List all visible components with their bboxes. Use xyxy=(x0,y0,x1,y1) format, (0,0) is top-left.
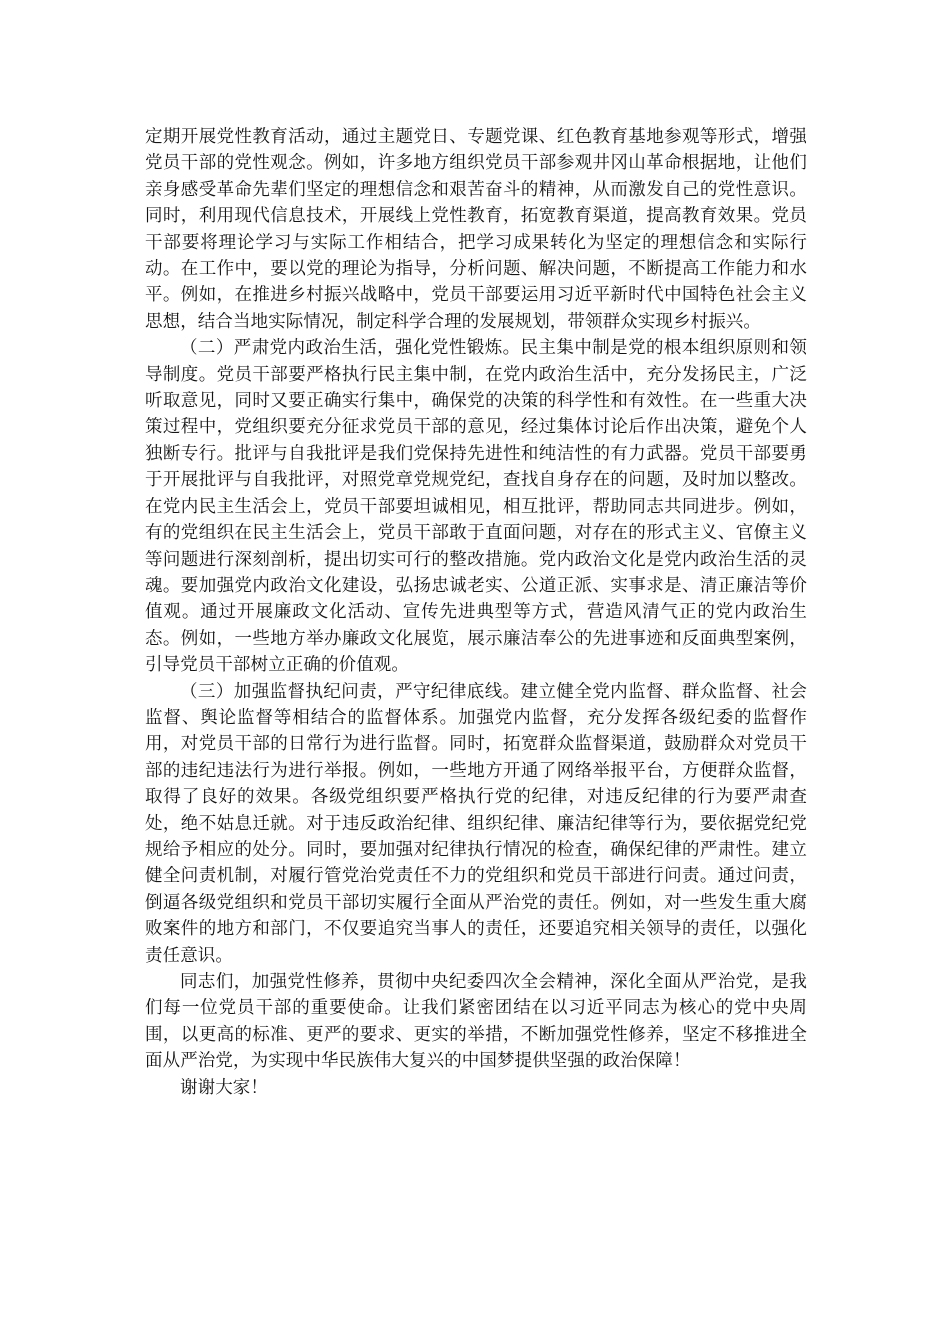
paragraph-section-three: （三）加强监督执纪问责，严守纪律底线。建立健全党内监督、群众监督、社会监督、舆论监督等相结合的监督体系。加强党内监督，充分发挥各级纪委的监督作用，对党员干部的日常行为进行监督。同时，拓宽群众监督渠道，鼓励群众对党员干部的违纪违法行为进行举报。例如，一些地方开通了网络举报平台，方便群众监督，取得了良好的效果。各级党组织要严格执行党的纪律，对违反纪律的行为要严肃查处，绝不姑息迁就。对于违反政治纪律、组织纪律、廉洁纪律等行为，要依据党纪党规给予相应的处分。同时，要加强对纪律执行情况的检查，确保纪律的严肃性。建立健全问责机制，对履行管党治党责任不力的党组织和党员干部进行问责。通过问责，倒逼各级党组织和党员干部切实履行全面从严治党的责任。例如，对一些发生重大腐败案件的地方和部门，不仅要追究当事人的责任，还要追究相关领导的责任，以强化责任意识。 xyxy=(145,681,807,966)
paragraph-party-education: 定期开展党性教育活动，通过主题党日、专题党课、红色教育基地参观等形式，增强党员干部的党性观念。例如，许多地方组织党员干部参观井冈山革命根据地，让他们亲身感受革命先辈们坚定的理想信念和艰苦奋斗的精神，从而激发自己的党性意识。同时，利用现代信息技术，开展线上党性教育，拓宽教育渠道，提高教育效果。党员干部要将理论学习与实际工作相结合，把学习成果转化为坚定的理想信念和实际行动。在工作中，要以党的理论为指导，分析问题、解决问题，不断提高工作能力和水平。例如，在推进乡村振兴战略中，党员干部要运用习近平新时代中国特色社会主义思想，结合当地实际情况，制定科学合理的发展规划，带领群众实现乡村振兴。 xyxy=(145,127,807,332)
document-body xyxy=(145,124,807,1101)
paragraph-closing: 同志们，加强党性修养，贯彻中央纪委四次全会精神，深化全面从严治党，是我们每一位党员干部的重要使命。让我们紧密团结在以习近平同志为核心的党中央周围，以更高的标准、更严的要求、更实的举措，不断加强党性修养，坚定不移推进全面从严治党，为实现中华民族伟大复兴的中国梦提供坚强的政治保障！ xyxy=(145,972,807,1072)
paragraph-thanks: 谢谢大家！ xyxy=(180,1077,268,1098)
paragraph-section-two: （二）严肃党内政治生活，强化党性锻炼。民主集中制是党的根本组织原则和领导制度。党员干部要严格执行民主集中制，在党内政治生活中，充分发扬民主，广泛听取意见，同时又要正确实行集中，确保党的决策的科学性和有效性。在一些重大决策过程中，党组织要充分征求党员干部的意见，经过集体讨论后作出决策，避免个人独断专行。批评与自我批评是我们党保持先进性和纯洁性的有力武器。党员干部要勇于开展批评与自我批评，对照党章党规党纪，查找自身存在的问题，及时加以整改。在党内民主生活会上，党员干部要坦诚相见，相互批评，帮助同志共同进步。例如，有的党组织在民主生活会上，党员干部敢于直面问题，对存在的形式主义、官僚主义等问题进行深刻剖析，提出切实可行的整改措施。党内政治文化是党内政治生活的灵魂。要加强党内政治文化建设，弘扬忠诚老实、公道正派、实事求是、清正廉洁等价值观。通过开展廉政文化活动、宣传先进典型等方式，营造风清气正的党内政治生态。例如，一些地方举办廉政文化展览，展示廉洁奉公的先进事迹和反面典型案例，引导党员干部树立正确的价值观。 xyxy=(145,338,807,676)
